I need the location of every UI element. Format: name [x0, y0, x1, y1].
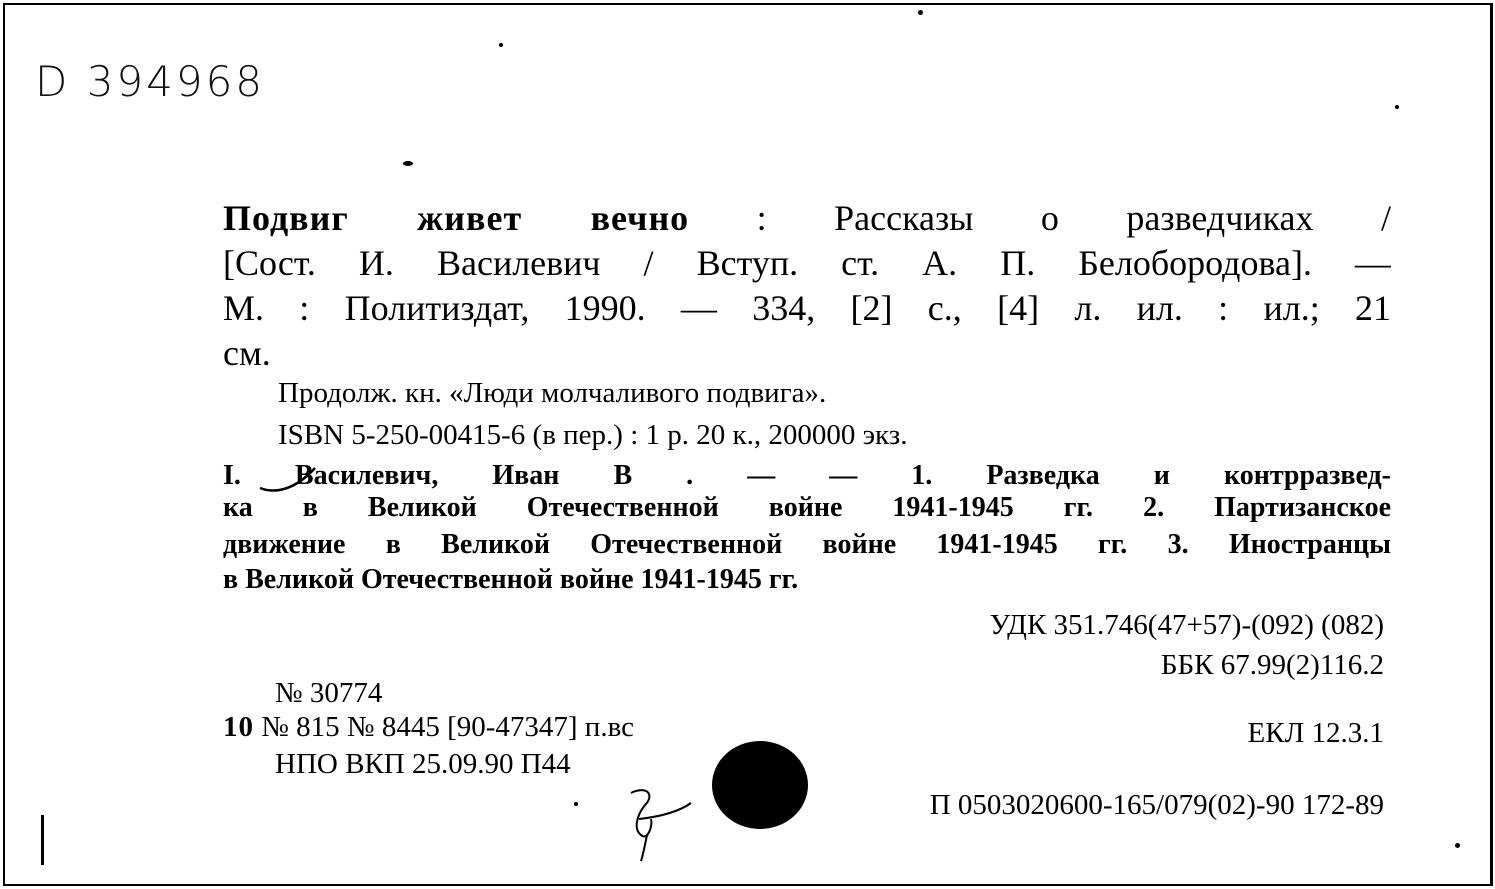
subject-line-3: движение в Великой Отечественной войне 1941-1945 гг. 3. Иностранцы — [223, 529, 1391, 560]
subject-line-4: в Великой Отечественной войне 1941-1945 гг. — [223, 564, 799, 595]
speck — [918, 10, 923, 15]
order-line — [223, 711, 634, 744]
speck — [1455, 843, 1460, 848]
punch-hole — [712, 741, 808, 829]
handwritten-stroke-icon — [255, 460, 325, 500]
index-code: П 0503020600-165/079(02)-90 172-89 — [929, 789, 1384, 821]
statement-line: [Сост. И. Василевич / Вступ. ст. А. П. Белобородова]. — — [223, 243, 1391, 283]
subject-line-1: I. Василевич, Иван В . — — 1. Разведка и контрразвед- — [223, 460, 1391, 491]
isbn-line: ISBN 5-250-00415-6 (в пер.) : 1 р. 20 к., 200000 экз. — [278, 419, 908, 451]
size-line: см. — [223, 333, 271, 373]
publisher-date: НПО ВКП 25.09.90 П44 — [275, 748, 571, 780]
title-rest: : Рассказы о разведчиках / — [689, 198, 1391, 238]
catalog-card — [3, 3, 1493, 886]
speck — [499, 43, 503, 47]
imprint-line: М. : Политиздат, 1990. — 334, [2] с., [4] л. ил. : ил.; 21 — [223, 288, 1391, 328]
title-line — [223, 197, 1391, 239]
subject-line-2: ка в Великой Отечественной войне 1941-1945 гг. 2. Партизанское — [223, 492, 1391, 523]
edge-mark — [41, 815, 44, 865]
order-numbers: № 815 № 8445 [90-47347] п.вс — [261, 711, 634, 743]
catalog-number: D 394968 — [35, 57, 266, 106]
handwritten-mark-icon — [617, 783, 697, 865]
book-title: Подвиг живет вечно — [223, 198, 690, 238]
speck — [403, 161, 413, 166]
speck — [574, 802, 578, 806]
ekl-code: ЕКЛ 12.3.1 — [1247, 717, 1384, 749]
order-prefix: 10 — [223, 711, 254, 743]
udk-code: УДК 351.746(47+57)-(092) (082) — [989, 609, 1384, 641]
bbk-code: ББК 67.99(2)116.2 — [1160, 649, 1384, 681]
speck — [1395, 105, 1399, 109]
series-note: Продолж. кн. «Люди молчаливого подвига». — [278, 377, 827, 409]
record-number: № 30774 — [275, 677, 383, 709]
